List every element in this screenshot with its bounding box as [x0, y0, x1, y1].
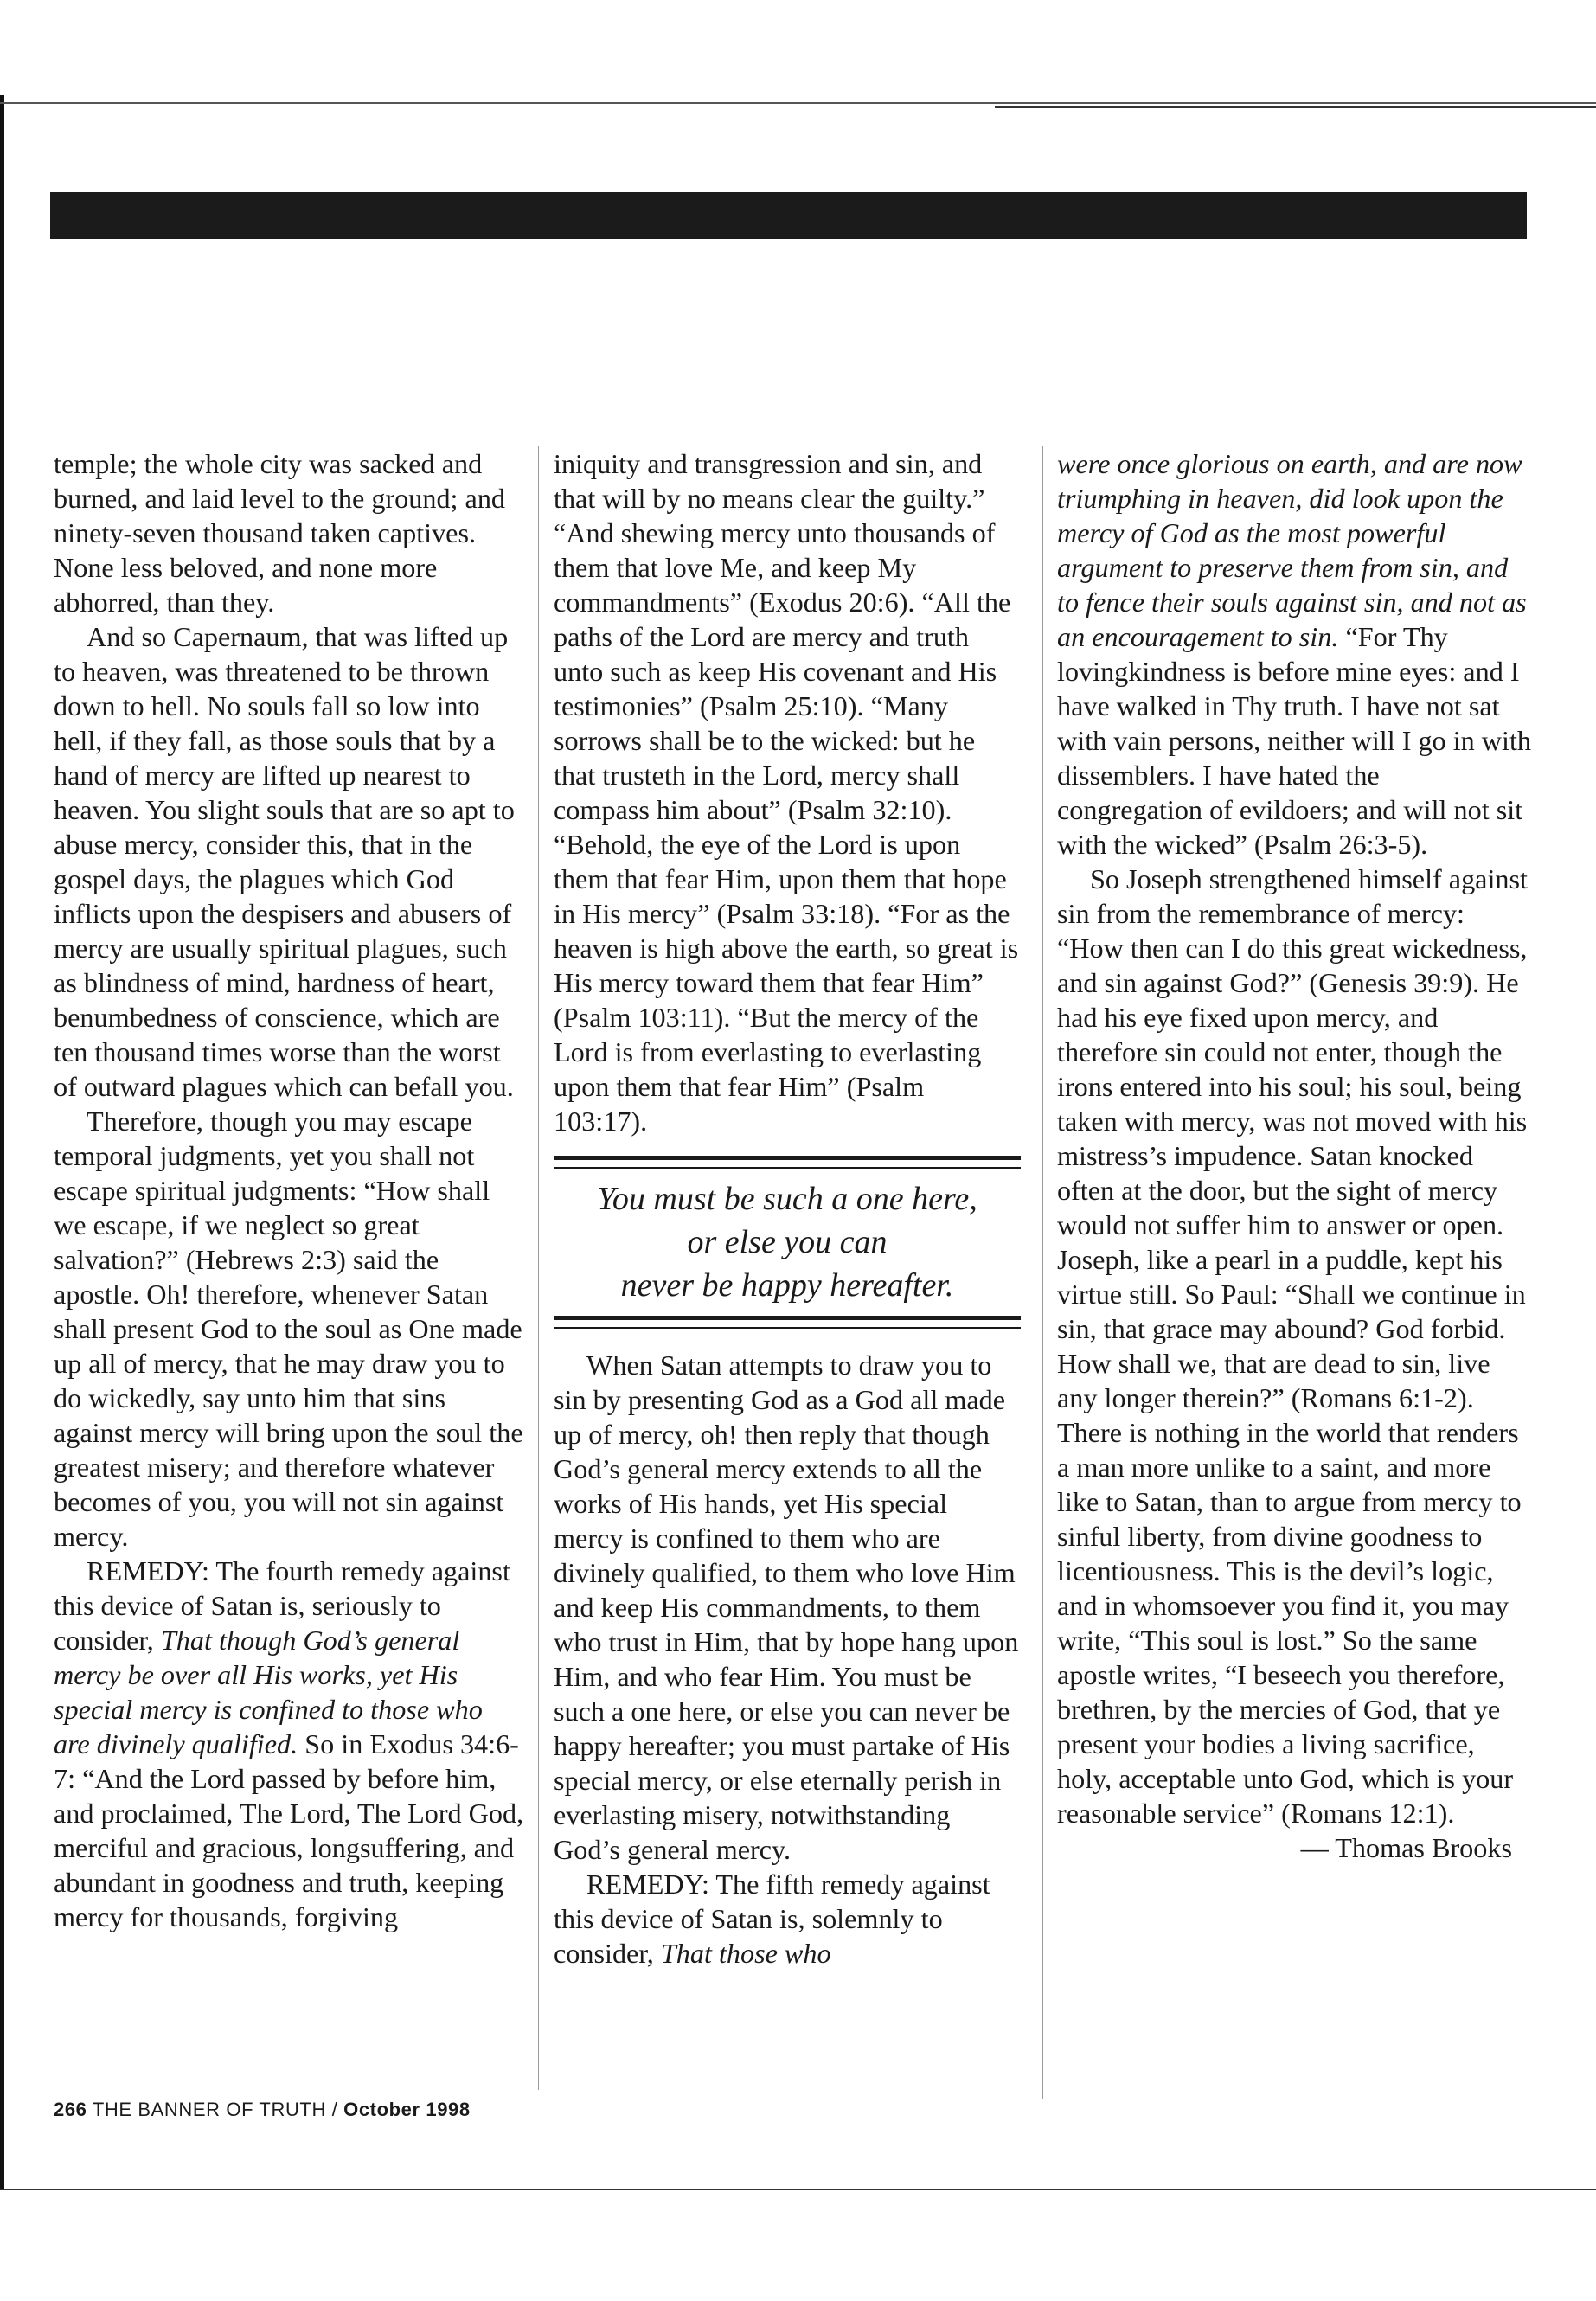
paragraph-text: REMEDY: The fifth remedy against this device of Satan is, solemnly to consider, — [554, 1868, 990, 1969]
pull-quote-line: or else you can — [687, 1224, 888, 1260]
paragraph-text: “For Thy lovingkindness is before mine eyes: and I have walked in Thy truth. I have not sat with vain persons, neither will I go in with dissemblers. I have hated the congregation of evildoers; and will not sit with the wicked” (Psalm 26:3-5). — [1057, 621, 1532, 860]
pull-quote-rule-top — [554, 1156, 1021, 1169]
paragraph-text: So in Exodus 34:6-7: “And the Lord passed by before him, and proclaimed, The Lord, The Lord God, merciful and gracious, longsuffering, and abundant in goodness and truth, keeping mercy for thousands, forgiving — [54, 1728, 524, 1932]
emphasis-text: That though God’s general mercy be over all His works, yet His special mercy is confined to those who are divinely qualified. — [54, 1625, 483, 1759]
paragraph: Therefore, though you may escape temporal judgments, yet you shall not escape spiritual judgments: “How shall we escape, if we neglect so great salvation?” (Hebrews 2:3) said the apostle. Oh! therefore, whenever Satan shall present God to the soul as One made up all of mercy, that he may draw you to do wickedly, say unto him that sins against mercy will bring upon the soul the greatest misery; and therefore whatever becomes of you, you will not sin against mercy. — [54, 1106, 523, 1552]
emphasis-text: That those who — [660, 1938, 831, 1969]
issue-date: October 1998 — [343, 2099, 471, 2120]
paragraph — [1057, 446, 1531, 862]
paragraph-text: REMEDY: The fourth remedy against this device of Satan is, seriously to consider, — [54, 1555, 510, 1656]
pull-quote-rule-bottom — [554, 1316, 1021, 1329]
author-signature: — Thomas Brooks — [1300, 1832, 1512, 1863]
pull-quote-line: You must be such a one here, — [597, 1181, 977, 1217]
emphasis-text: were once glorious on earth, and are now triumphing in heaven, did look upon the mercy of God as the most powerful argument to preserve them from sin, and to fence their souls against sin, and not as an encouragement to sin. — [1057, 448, 1527, 652]
pull-quote-line: never be happy hereafter. — [620, 1267, 954, 1304]
top-rule — [0, 102, 1596, 104]
publication-title: THE BANNER OF TRUTH — [92, 2099, 326, 2120]
pull-quote — [554, 1156, 1021, 1329]
page-footer — [54, 2099, 471, 2121]
column-divider — [538, 446, 539, 2090]
footer-separator: / — [331, 2099, 338, 2120]
page-number: 266 — [54, 2099, 87, 2120]
paragraph: So Joseph strengthened himself against sin from the remembrance of mercy: “How then can I do this great wickedness, and sin against God?” (Genesis 39:9). He had his eye fixed upon mercy, and therefore sin could not enter, though the irons entered into his soul; his soul, being taken with mercy, was not moved with his mistress’s impudence. Satan knocked often at the door, but the sight of mercy would not suffer him to answer or open. Joseph, like a pearl in a puddle, kept his virtue still. So Paul: “Shall we continue in sin, that grace may abound? God forbid. How shall we, that are dead to sin, live any longer therein?” (Romans 6:1-2). There is nothing in the world that renders a man more unlike to a saint, and more like to Satan, than to argue from mercy to sinful liberty, from divine goodness to licentiousness. This is the devil’s logic, and in whomsoever you find it, you may write, “This soul is lost.” So the same apostle writes, “I beseech you therefore, brethren, by the mercies of God, that ye present your bodies a living sacrifice, holy, acceptable unto God, which is your reasonable service” (Romans 12:1). — [1057, 863, 1528, 1829]
column-2 — [554, 446, 1021, 1971]
page-edge — [0, 95, 4, 2189]
paragraph-remedy-four — [54, 1554, 525, 1934]
top-rule-accent — [995, 106, 1596, 108]
paragraph: iniquity and transgression and sin, and that will by no means clear the guilty.” “And shewing mercy unto thousands of them that love Me, and keep My commandments” (Exodus 20:6). “All the paths of the Lord are mercy and truth unto such as keep His covenant and His testimonies” (Psalm 25:10). “Many sorrows shall be to the wicked: but he that trusteth in the Lord, mercy shall compass him about” (Psalm 32:10). “Behold, the eye of the Lord is upon them that fear Him, upon them that hope in His mercy” (Psalm 33:18). “For as the heaven is high above the earth, so great is His mercy toward them that fear Him” (Psalm 103:11). “But the mercy of the Lord is from everlasting to everlasting upon them that fear Him” (Psalm 103:17). — [554, 448, 1019, 1137]
paragraph: And so Capernaum, that was lifted up to heaven, was threatened to be thrown down to hell. No souls fall so low into hell, if they fall, as those souls that by a hand of mercy are lifted up nearest to heaven. You slight souls that are so apt to abuse mercy, consider this, that in the gospel days, the plagues which God inflicts upon the despisers and abusers of mercy are usually spiritual plagues, such as blindness of mind, hardness of heart, benumbedness of conscience, which are ten thousand times worse than the worst of outward plagues which can befall you. — [54, 621, 515, 1102]
column-divider — [1042, 446, 1043, 2099]
bottom-rule — [0, 2189, 1596, 2190]
column-3 — [1057, 446, 1531, 1865]
paragraph-remedy-five — [554, 1867, 1021, 1971]
column-1 — [54, 446, 525, 1934]
header-bar — [50, 192, 1527, 239]
paragraph: When Satan attempts to draw you to sin by presenting God as a God all made up of mercy, oh! then reply that though God’s general mercy extends to all the works of His hands, yet His special mercy is confined to them who are divinely qualified, to them who love Him and keep His commandments, to them who trust in Him, that by hope hang upon Him, and who fear Him. You must be such a one here, or else you can never be happy hereafter; you must partake of His special mercy, or else eternally perish in everlasting misery, notwithstanding God’s general mercy. — [554, 1349, 1019, 1865]
paragraph: temple; the whole city was sacked and burned, and laid level to the ground; and ninety-seven thousand taken captives. None less beloved, and none more abhorred, than they. — [54, 448, 506, 618]
